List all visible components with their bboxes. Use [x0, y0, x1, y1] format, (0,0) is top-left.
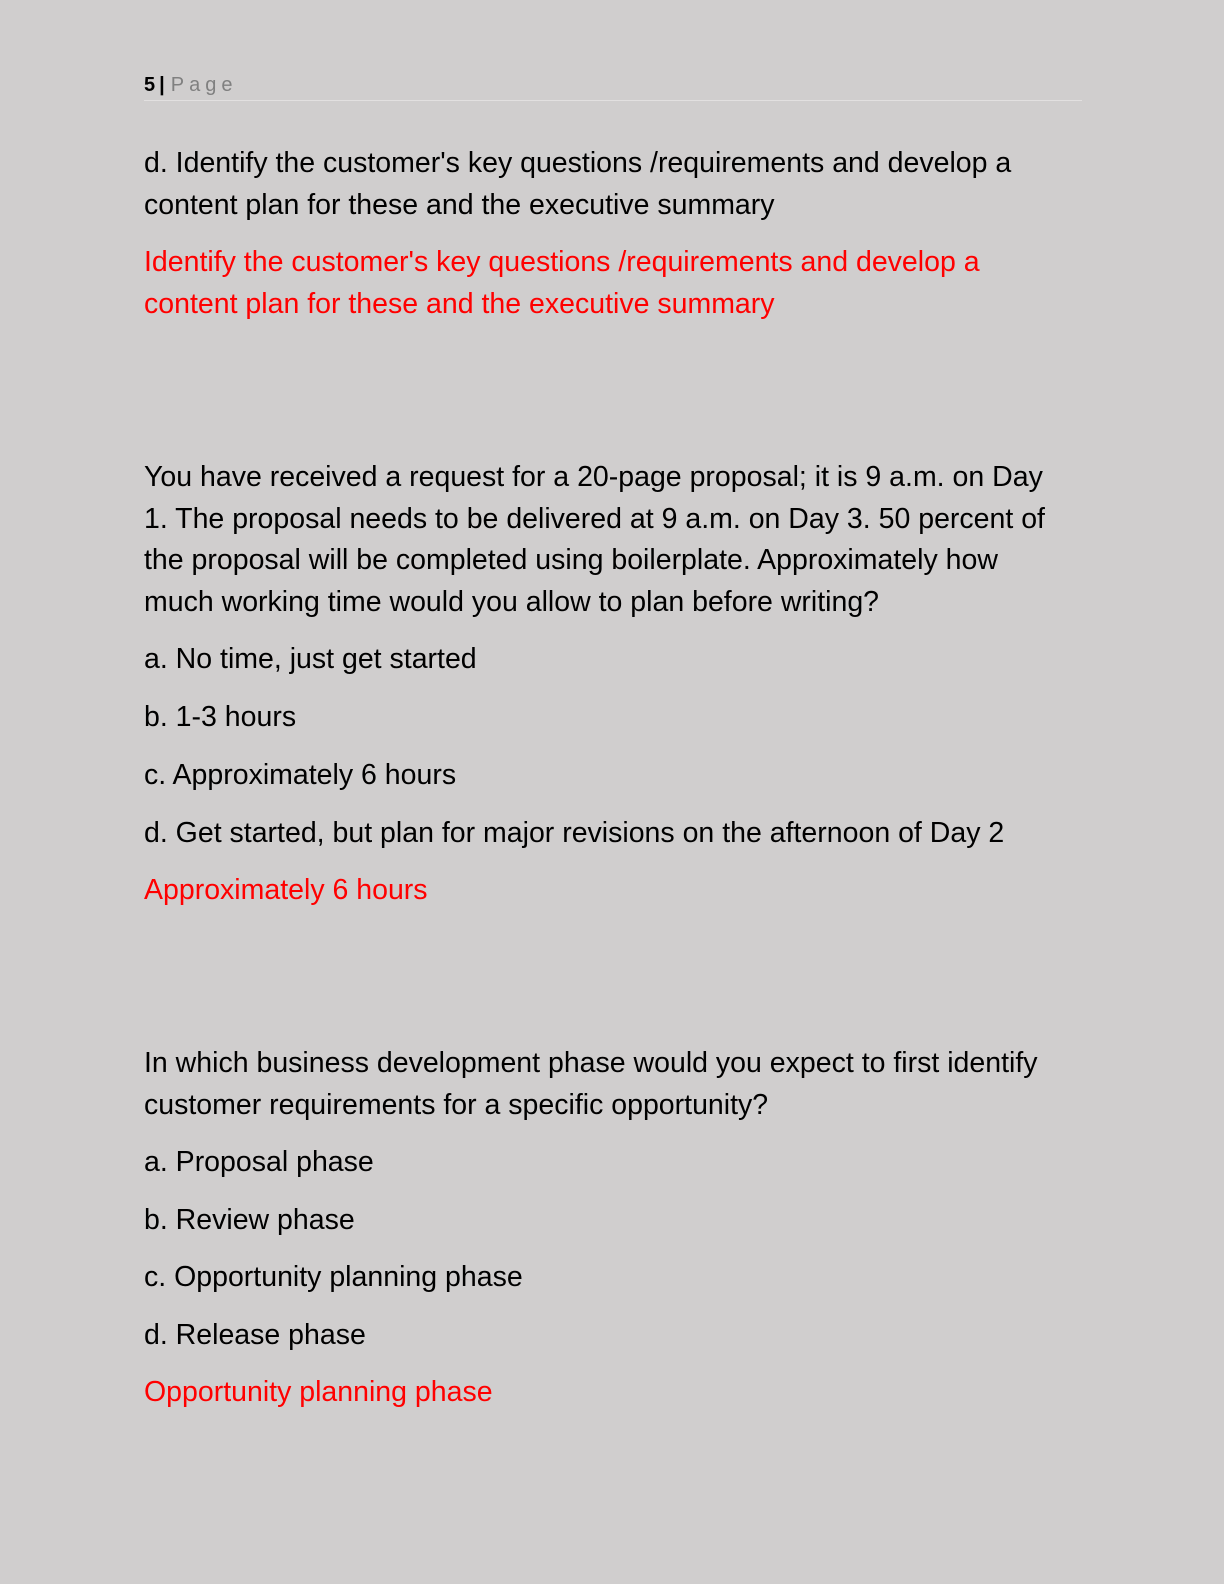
question-3-option-d: d. Release phase — [144, 1319, 366, 1351]
question-3-line-1: In which business development phase would you expect to first identify — [144, 1047, 1038, 1079]
question-3-option-c: c. Opportunity planning phase — [144, 1261, 523, 1293]
question-d-line-2: content plan for these and the executive summary — [144, 189, 775, 221]
question-3-answer: Opportunity planning phase — [144, 1376, 493, 1408]
question-2-option-d: d. Get started, but plan for major revisions on the afternoon of Day 2 — [144, 817, 1005, 849]
question-d-line-1: d. Identify the customer's key questions /requirements and develop a — [144, 147, 1012, 179]
question-2-option-b: b. 1-3 hours — [144, 701, 297, 733]
question-2-line-4: much working time would you allow to plan before writing? — [144, 586, 880, 618]
page-header — [144, 72, 1082, 101]
question-3-option-b: b. Review phase — [144, 1204, 355, 1236]
question-2-answer: Approximately 6 hours — [144, 874, 428, 906]
answer-d-line-1: Identify the customer's key questions /requirements and develop a — [144, 246, 980, 278]
question-2-line-3: the proposal will be completed using boilerplate. Approximately how — [144, 544, 998, 576]
page-number: 5 — [144, 74, 156, 96]
question-3-line-2: customer requirements for a specific opportunity? — [144, 1089, 769, 1121]
question-2-option-c: c. Approximately 6 hours — [144, 759, 457, 791]
question-2-line-2: 1. The proposal needs to be delivered at 9 a.m. on Day 3. 50 percent of — [144, 503, 1045, 535]
question-3-option-a: a. Proposal phase — [144, 1146, 374, 1178]
question-2-option-a: a. No time, just get started — [144, 643, 477, 675]
question-2-line-1: You have received a request for a 20-page proposal; it is 9 a.m. on Day — [144, 461, 1043, 493]
header-separator: | — [159, 74, 165, 96]
answer-d-line-2: content plan for these and the executive summary — [144, 288, 775, 320]
page-label: Page — [170, 74, 238, 96]
